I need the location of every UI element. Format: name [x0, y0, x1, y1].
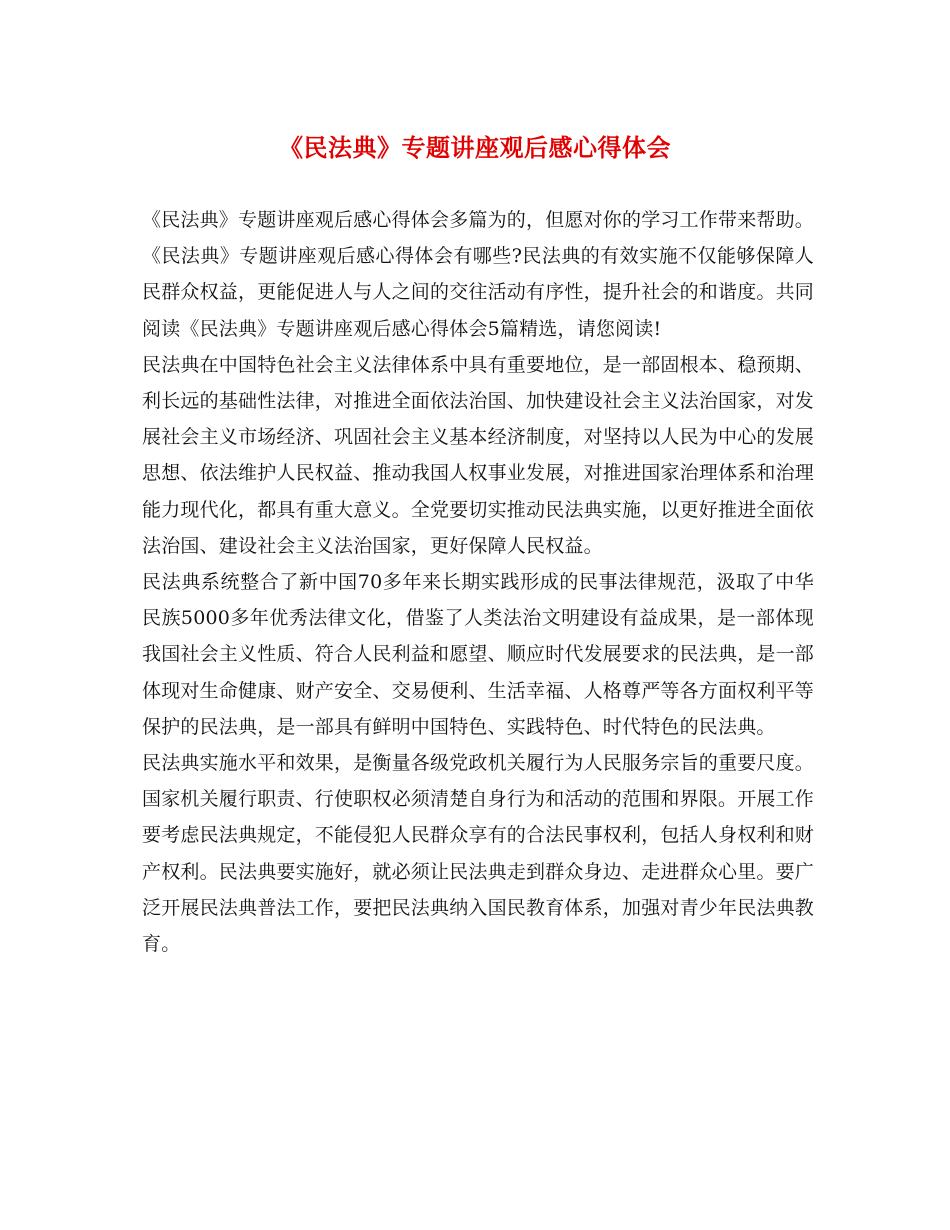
document-body: [142, 202, 814, 962]
paragraph-summary: 《民法典》专题讲座观后感心得体会有哪些?民法典的有效实施不仅能够保障人民群众权益，更能促进人与人之间的交往活动有序性，提升社会的和谐度。共同阅读《民法典》专题讲座观后感心得体会5篇精选，请您阅读!: [142, 245, 815, 340]
document-title: 《民法典》专题讲座观后感心得体会: [279, 133, 671, 162]
paragraph-implementation: 民法典实施水平和效果，是衡量各级党政机关履行为人民服务宗旨的重要尺度。国家机关履行职责、行使职权必须清楚自身行为和活动的范围和界限。开展工作要考虑民法典规定，不能侵犯人民群众享有的合法民事权利，包括人身权利和财产权利。民法典要实施好，就必须让民法典走到群众身边、走进群众心里。要广泛开展民法典普法工作，要把民法典纳入国民教育体系，加强对青少年民法典教育。: [142, 752, 815, 956]
paragraph-integration: 民法典系统整合了新中国70多年来长期实践形成的民事法律规范，汲取了中华民族5000多年优秀法律文化，借鉴了人类法治文明建设有益成果，是一部体现我国社会主义性质、符合人民利益和愿望、顺应时代发展要求的民法典，是一部体现对生命健康、财产安全、交易便利、生活幸福、人格尊严等各方面权利平等保护的民法典，是一部具有鲜明中国特色、实践特色、时代特色的民法典。: [142, 571, 815, 738]
paragraph-importance: 民法典在中国特色社会主义法律体系中具有重要地位，是一部固根本、稳预期、利长远的基础性法律，对推进全面依法治国、加快建设社会主义法治国家，对发展社会主义市场经济、巩固社会主义基本经济制度，对坚持以人民为中心的发展思想、依法维护人民权益、推动我国人权事业发展，对推进国家治理体系和治理能力现代化，都具有重大意义。全党要切实推动民法典实施，以更好推进全面依法治国、建设社会主义法治国家，更好保障人民权益。: [142, 353, 815, 557]
paragraph-intro: 《民法典》专题讲座观后感心得体会多篇为的，但愿对你的学习工作带来帮助。: [142, 209, 815, 231]
